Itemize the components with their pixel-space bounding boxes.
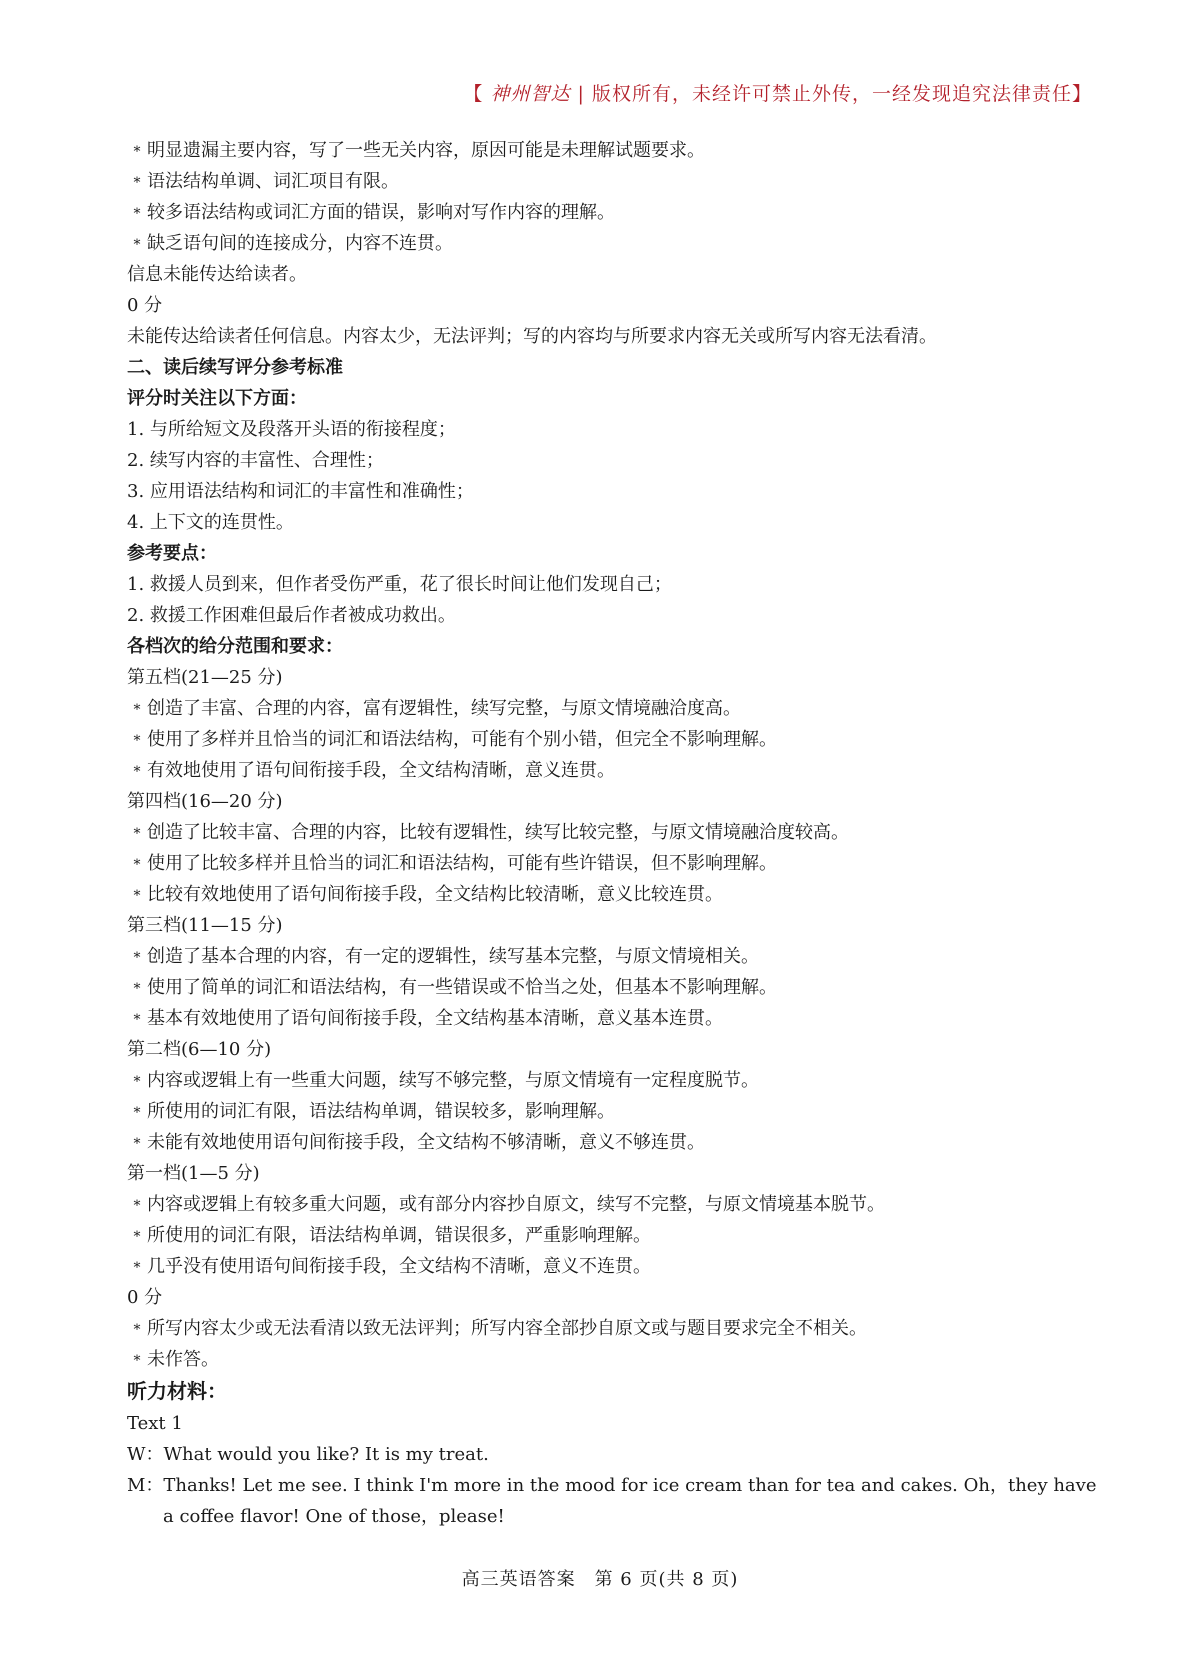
bullet-text: 创造了比较丰富、合理的内容，比较有逻辑性，续写比较完整，与原文情境融洽度较高。 xyxy=(147,822,849,843)
text-line: 2. 续写内容的丰富性、合理性； xyxy=(127,450,384,471)
bullet-item xyxy=(127,1313,1077,1344)
bullet-item xyxy=(127,135,1077,166)
bullet-item xyxy=(127,724,1077,755)
bullet-text: 缺乏语句间的连接成分，内容不连贯。 xyxy=(147,233,453,254)
bullet-text: 明显遗漏主要内容，写了一些无关内容，原因可能是未理解试题要求。 xyxy=(147,140,705,161)
section-heading: 评分时关注以下方面： xyxy=(127,388,307,409)
text-line: 1. 与所给短文及段落开头语的衔接程度； xyxy=(127,419,456,440)
text-line: 第五档(21—25 分) xyxy=(127,667,283,688)
asterisk-icon: * xyxy=(133,950,141,966)
bullet-text: 基本有效地使用了语句间衔接手段，全文结构基本清晰，意义基本连贯。 xyxy=(147,1008,723,1029)
brand-logo: 神州智达 xyxy=(490,83,571,105)
asterisk-icon: * xyxy=(133,764,141,780)
asterisk-icon: * xyxy=(133,981,141,997)
bullet-item xyxy=(127,228,1077,259)
bullet-text: 内容或逻辑上有一些重大问题，续写不够完整，与原文情境有一定程度脱节。 xyxy=(147,1070,759,1091)
bullet-item xyxy=(127,166,1077,197)
answer-body xyxy=(127,135,1097,1532)
transcript-line: a coffee flavor! One of those，please! xyxy=(163,1506,505,1527)
bullet-text: 未能有效地使用语句间衔接手段，全文结构不够清晰，意义不够连贯。 xyxy=(147,1132,705,1153)
text-line: 信息未能传达给读者。 xyxy=(127,264,307,285)
bullet-text: 有效地使用了语句间衔接手段，全文结构清晰，意义连贯。 xyxy=(147,760,615,781)
bullet-text: 使用了多样并且恰当的词汇和语法结构，可能有个别小错，但完全不影响理解。 xyxy=(147,729,777,750)
bullet-item xyxy=(127,1096,1077,1127)
asterisk-icon: * xyxy=(133,1105,141,1121)
bullet-text: 比较有效地使用了语句间衔接手段，全文结构比较清晰，意义比较连贯。 xyxy=(147,884,723,905)
asterisk-icon: * xyxy=(133,1074,141,1090)
section-heading: 二、读后续写评分参考标准 xyxy=(127,357,343,378)
asterisk-icon: * xyxy=(133,733,141,749)
text-line: 0 分 xyxy=(127,1287,163,1308)
bullet-item xyxy=(127,197,1077,228)
text-line: 3. 应用语法结构和词汇的丰富性和准确性； xyxy=(127,481,474,502)
bullet-item xyxy=(127,879,1077,910)
section-heading: 各档次的给分范围和要求： xyxy=(127,636,343,657)
bullet-item xyxy=(127,1065,1077,1096)
asterisk-icon: * xyxy=(133,206,141,222)
asterisk-icon: * xyxy=(133,1322,141,1338)
section-heading: 参考要点： xyxy=(127,543,217,564)
asterisk-icon: * xyxy=(133,1260,141,1276)
asterisk-icon: * xyxy=(133,144,141,160)
bullet-item xyxy=(127,848,1077,879)
bullet-item xyxy=(127,1189,1077,1220)
text-line: 第二档(6—10 分) xyxy=(127,1039,272,1060)
asterisk-icon: * xyxy=(133,1012,141,1028)
bullet-item xyxy=(127,1344,1077,1375)
text-line: 1. 救援人员到来，但作者受伤严重，花了很长时间让他们发现自己； xyxy=(127,574,672,595)
transcript-line: Text 1 xyxy=(127,1413,183,1434)
bullet-text: 创造了基本合理的内容，有一定的逻辑性，续写基本完整，与原文情境相关。 xyxy=(147,946,759,967)
section-heading: 听力材料： xyxy=(127,1379,227,1403)
bullet-text: 未作答。 xyxy=(147,1349,219,1370)
asterisk-icon: * xyxy=(133,175,141,191)
bullet-text: 使用了比较多样并且恰当的词汇和语法结构，可能有些许错误，但不影响理解。 xyxy=(147,853,777,874)
bullet-text: 使用了简单的词汇和语法结构，有一些错误或不恰当之处，但基本不影响理解。 xyxy=(147,977,777,998)
bullet-item xyxy=(127,693,1077,724)
page-footer: 高三英语答案 第 6 页(共 8 页) xyxy=(461,1569,739,1590)
bullet-text: 所写内容太少或无法看清以致无法评判；所写内容全部抄自原文或与题目要求完全不相关。 xyxy=(147,1318,867,1339)
bullet-item xyxy=(127,941,1077,972)
text-line: 第一档(1—5 分) xyxy=(127,1163,260,1184)
bullet-text: 内容或逻辑上有较多重大问题，或有部分内容抄自原文，续写不完整，与原文情境基本脱节。 xyxy=(147,1194,885,1215)
bullet-item xyxy=(127,817,1077,848)
bullet-item xyxy=(127,1251,1077,1282)
asterisk-icon: * xyxy=(133,826,141,842)
bullet-text: 创造了丰富、合理的内容，富有逻辑性，续写完整，与原文情境融洽度高。 xyxy=(147,698,741,719)
asterisk-icon: * xyxy=(133,702,141,718)
bullet-text: 几乎没有使用语句间衔接手段，全文结构不清晰，意义不连贯。 xyxy=(147,1256,651,1277)
text-line: 未能传达给读者任何信息。内容太少，无法评判；写的内容均与所要求内容无关或所写内容无法看清。 xyxy=(127,326,937,347)
bullet-item xyxy=(127,972,1077,1003)
asterisk-icon: * xyxy=(133,1353,141,1369)
text-line: 4. 上下文的连贯性。 xyxy=(127,512,294,533)
text-line: 第四档(16—20 分) xyxy=(127,791,283,812)
asterisk-icon: * xyxy=(133,1198,141,1214)
bullet-text: 所使用的词汇有限，语法结构单调，错误很多，严重影响理解。 xyxy=(147,1225,651,1246)
bullet-item xyxy=(127,755,1077,786)
copyright-notice: 版权所有，未经许可禁止外传，一经发现追究法律责任 xyxy=(591,83,1072,105)
copyright-header: 【 神州智达 | 版权所有，未经许可禁止外传，一经发现追究法律责任】 xyxy=(463,83,1092,105)
bullet-text: 所使用的词汇有限，语法结构单调，错误较多，影响理解。 xyxy=(147,1101,615,1122)
bullet-text: 较多语法结构或词汇方面的错误，影响对写作内容的理解。 xyxy=(147,202,615,223)
asterisk-icon: * xyxy=(133,857,141,873)
asterisk-icon: * xyxy=(133,237,141,253)
asterisk-icon: * xyxy=(133,888,141,904)
bullet-item xyxy=(127,1003,1077,1034)
transcript-line: W：What would you like? It is my treat. xyxy=(127,1444,489,1465)
text-line: 第三档(11—15 分) xyxy=(127,915,283,936)
text-line: 0 分 xyxy=(127,295,163,316)
text-line: 2. 救援工作困难但最后作者被成功救出。 xyxy=(127,605,456,626)
bullet-item xyxy=(127,1127,1077,1158)
bullet-text: 语法结构单调、词汇项目有限。 xyxy=(147,171,399,192)
asterisk-icon: * xyxy=(133,1136,141,1152)
asterisk-icon: * xyxy=(133,1229,141,1245)
bullet-item xyxy=(127,1220,1077,1251)
transcript-line: M：Thanks! Let me see. I think I'm more in the mood for ice cream than for tea and cakes. Oh，they have xyxy=(127,1475,1097,1496)
